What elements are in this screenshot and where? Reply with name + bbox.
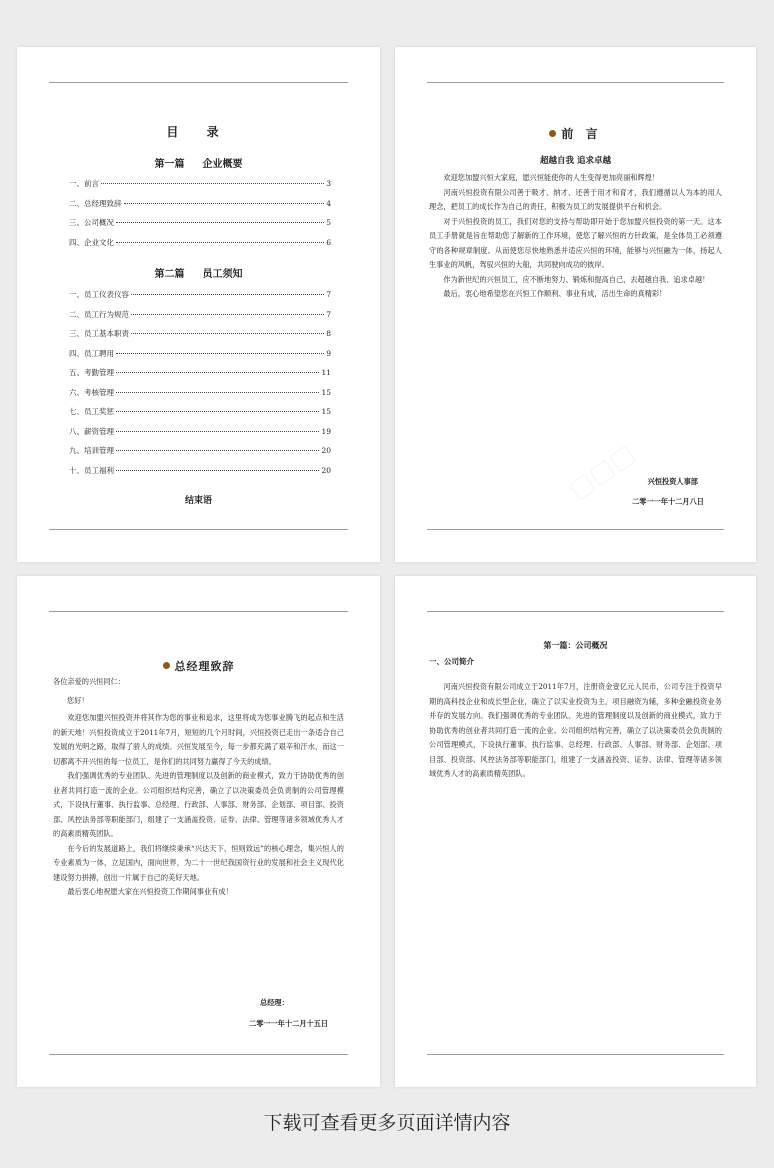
preface-date: 二零一一年十二月八日 <box>632 497 704 506</box>
company-section: 一、公司简介 <box>429 657 474 666</box>
toc-entry-page: 4 <box>326 198 331 208</box>
logo-icon <box>163 662 170 669</box>
toc-entry-label: 十、员工福利 <box>69 465 114 475</box>
toc-entry-label: 八、薪资管理 <box>69 426 114 436</box>
toc-entry[interactable] <box>69 198 331 218</box>
toc-entry[interactable] <box>69 217 331 237</box>
gm-heading <box>17 658 380 674</box>
company-title: 第一篇：公司概况 <box>543 640 608 650</box>
toc-entry-label: 二、员工行为规范 <box>69 309 129 319</box>
toc-entry-label: 六、考核管理 <box>69 387 114 397</box>
toc-entry[interactable] <box>69 465 331 485</box>
toc-leader-dots <box>116 222 324 223</box>
toc-closing: 结束语 <box>184 496 212 506</box>
toc-entry-page: 15 <box>321 407 331 416</box>
toc-leader-dots <box>124 203 325 204</box>
gm-title: 总经理致辞 <box>174 660 235 673</box>
paragraph: 作为新世纪的兴恒员工，应不断地努力、锻炼和提高自己，去超越自我、追求卓越！ <box>443 274 710 284</box>
toc-entry[interactable] <box>69 309 331 329</box>
toc-entry[interactable] <box>69 387 331 407</box>
toc-leader-dots <box>116 372 319 373</box>
toc-entry-page: 3 <box>326 179 331 188</box>
toc-leader-dots <box>101 183 324 184</box>
toc-leader-dots <box>131 333 324 334</box>
toc-leader-dots <box>116 450 319 451</box>
toc-entry[interactable] <box>69 289 331 309</box>
toc-entry-page: 20 <box>321 465 331 475</box>
toc-entry[interactable] <box>69 348 331 368</box>
paragraph: 我们强调优秀的专业团队、先进的管理制度以及创新的商业模式，致力于协助优秀的创业者共同打造一流的企业。公司组织结构完善，确立了以决策委员会负责制的公司管理模式，下设执行董事、执行监事、总经理、行政部、人事部、财务部、企划部、项目部、投资部、风控法务部等职能部门，组建了一支涵盖投资、证券、法律、管理等诸多领域优秀人才的高素质精英团队。 <box>53 771 344 838</box>
toc-leader-dots <box>116 431 319 432</box>
footer-rule <box>49 1054 348 1055</box>
paragraph: 在今后的发展道路上，我们将继续秉承“兴达天下、恒则致远”的核心理念，集兴恒人的专业素质为一体，立足国内，面向世界，为二十一世纪我国资行业的发展和社会主义现代化建设努力拼搏，创出一片属于自己的美好天地。 <box>53 843 344 882</box>
toc-entry-page: 15 <box>321 387 331 397</box>
preface-slogan: 超越自我 追求卓越 <box>540 156 611 166</box>
toc-entry-page: 6 <box>326 237 331 247</box>
toc-entry-label: 三、员工基本职责 <box>69 329 129 338</box>
header-rule <box>427 82 724 83</box>
gm-signer: 总经理： <box>260 998 289 1007</box>
header-rule <box>49 82 348 83</box>
toc-entry-label: 二、总经理致辞 <box>69 198 122 208</box>
toc-part2-heading <box>17 265 380 280</box>
footer-rule <box>427 529 724 530</box>
gm-date: 二零一一年十二月十五日 <box>249 1019 329 1028</box>
paragraph: 最后，衷心地希望您在兴恒工作顺利、事业有成，活出生命的真精彩！ <box>443 289 667 298</box>
toc-entry-label: 一、前言 <box>69 179 99 188</box>
download-caption: 下载可查看更多页面详情内容 <box>263 1112 511 1134</box>
preface-signer: 兴恒投资人事部 <box>647 477 698 486</box>
toc-part2-list <box>69 289 331 484</box>
toc-entry-page: 19 <box>321 426 331 436</box>
toc-entry[interactable] <box>69 426 331 446</box>
toc-entry[interactable] <box>69 406 331 426</box>
company-body <box>429 680 722 782</box>
company-page <box>395 576 756 1087</box>
toc-part2-label: 第二篇 <box>154 269 185 280</box>
company-paragraph: 河南兴恒投资有限公司成立于2011年7月，注册资金壹亿元人民币，公司专注于投资早期的高科技企业和成长型企业，确立了以实业投资为主，项目融资为辅，多种金融投资业务并存的发展方向。我们强调优秀的专业团队、先进的管理制度以及创新的商业模式，致力于协助优秀的创业者共同打造一流的企业。公司组织结构完善，确立了以决策委员会负责制的公司管理模式，下设执行董事、执行监事、总经理、行政部、人事部、财务部、企划部、项目部、投资部、风控法务部等职能部门，组建了一支涵盖投资、证券、法律、管理等诸多领域优秀人才的高素质精英团队。 <box>429 682 722 778</box>
toc-leader-dots <box>116 411 319 412</box>
toc-entry[interactable] <box>69 367 331 387</box>
toc-entry[interactable] <box>69 328 331 348</box>
preface-body <box>429 171 722 302</box>
toc-leader-dots <box>131 314 324 315</box>
toc-entry[interactable] <box>69 237 331 257</box>
toc-leader-dots <box>116 470 319 471</box>
toc-entry-page: 20 <box>321 446 331 455</box>
gm-body <box>53 711 344 900</box>
gm-greeting: 各位亲爱的兴恒同仁： <box>53 677 125 686</box>
footer-rule <box>427 1054 724 1055</box>
toc-entry[interactable] <box>69 445 331 465</box>
toc-entry-page: 7 <box>326 309 331 319</box>
preface-page <box>395 47 756 562</box>
toc-leader-dots <box>116 242 324 243</box>
toc-entry-label: 七、员工奖惩 <box>69 407 114 416</box>
toc-entry-page: 7 <box>326 290 331 299</box>
paragraph: 欢迎您加盟兴恒大家庭，愿兴恒能使你的人生变得更加亮丽和辉煌！ <box>443 173 660 182</box>
toc-part1-label: 第一篇 <box>154 159 185 170</box>
toc-entry-label: 四、企业文化 <box>69 237 114 247</box>
toc-part2-title: 员工须知 <box>202 269 243 280</box>
toc-entry-page: 11 <box>321 368 331 377</box>
header-rule <box>427 611 724 612</box>
toc-page <box>17 47 380 562</box>
gm-speech-page <box>17 576 380 1087</box>
footer-rule <box>49 529 348 530</box>
paragraph: 河南兴恒投资有限公司善于吸才、纳才、还善于用才和育才，我们遵循以人为本的用人理念，把员工的成长作为自己的责任，积极为员工的发展提供平台和机会。 <box>429 187 722 211</box>
toc-leader-dots <box>116 392 319 393</box>
logo-icon <box>549 130 556 137</box>
toc-entry-label: 九、培训管理 <box>69 446 114 455</box>
paragraph: 对于兴恒投资的员工，我们对您的支持与帮助即开始于您加盟兴恒投资的第一天。这本员工手册就是旨在帮助您了解新的工作环境，使您了解兴恒的方针政策，是全体员工必须遵守的各种规章制度。从而使您尽快地熟悉并适应兴恒的环境，能够与兴恒融为一体，扬起人生事业的风帆，驾驭兴恒的大船，共同驶向成功的彼岸。 <box>429 216 722 269</box>
toc-entry-page: 8 <box>326 329 331 338</box>
toc-part1-heading <box>17 155 380 170</box>
toc-entry-label: 一、员工仪表仪容 <box>69 290 129 299</box>
toc-part1-title: 企业概要 <box>202 159 243 170</box>
toc-entry-label: 四、员工聘用 <box>69 348 114 358</box>
paragraph: 欢迎您加盟兴恒投资并将其作为您的事业和追求，这里将成为您事业腾飞的起点和生活的新天地！兴恒投资成立于2011年7月，短短的几个月时间，兴恒投资已走出一条适合自己发展的光明之路，取得了骄人的成绩。兴恒发展至今，每一步都充满了艰辛和汗水，而这一切都离不开兴恒的每一位员工，是你们的共同努力赢得了今天的成绩。 <box>53 713 344 766</box>
toc-leader-dots <box>131 294 324 295</box>
toc-leader-dots <box>116 353 324 354</box>
gm-hello: 您好！ <box>67 696 89 705</box>
preface-title: 前 言 <box>561 127 602 141</box>
watermark <box>563 439 641 506</box>
toc-entry-label: 五、考勤管理 <box>69 368 114 377</box>
toc-entry-page: 9 <box>326 348 331 358</box>
toc-title: 目 录 <box>166 125 231 139</box>
toc-entry-label: 三、公司概况 <box>69 218 114 227</box>
preface-heading <box>395 125 756 142</box>
toc-entry[interactable] <box>69 178 331 198</box>
paragraph: 最后衷心地祝愿大家在兴恒投资工作期间事业有成！ <box>67 887 233 896</box>
toc-entry-page: 5 <box>326 218 331 227</box>
header-rule <box>49 611 348 612</box>
toc-part1-list <box>69 178 331 256</box>
